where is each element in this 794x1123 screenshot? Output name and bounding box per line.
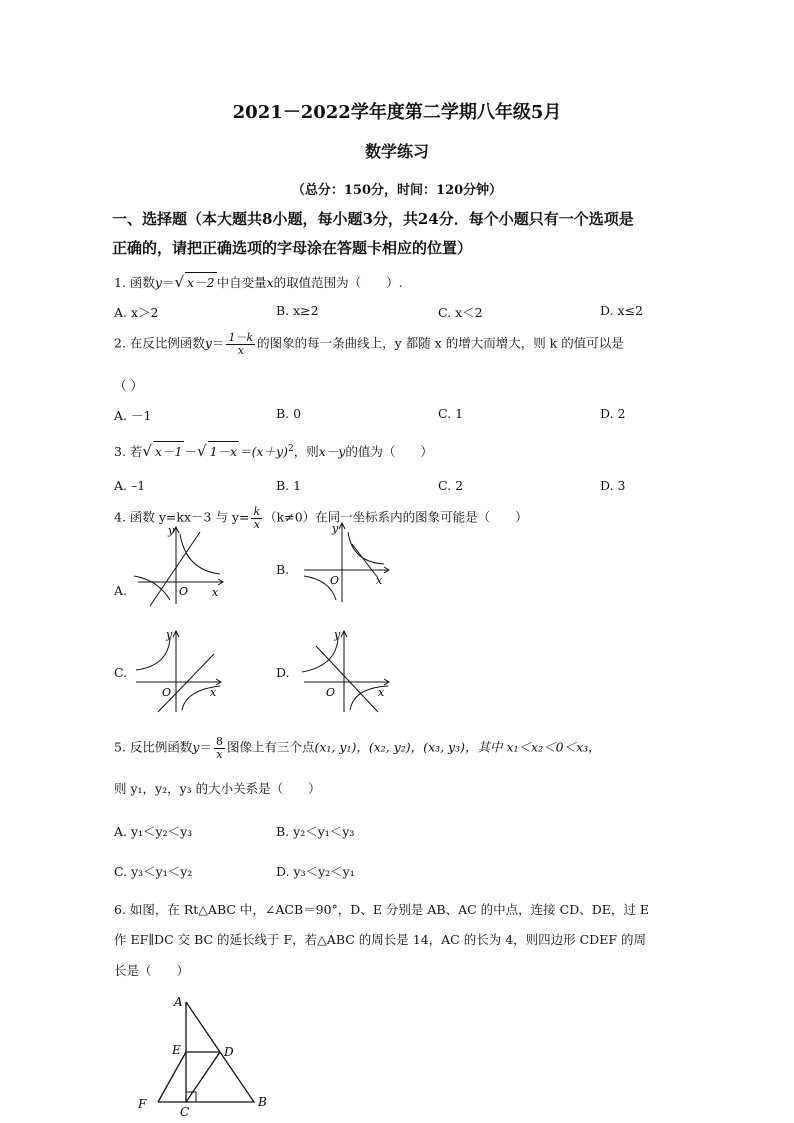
section-heading-line1: 一、选择题（本大题共8小题，每小题3分，共24分．每个小题只有一个选项是 <box>112 210 634 228</box>
axis-label-y: y <box>168 524 175 537</box>
q4-fraction: $\frac{k}{x}$ <box>253 505 261 531</box>
sqrt-symbol: √ <box>142 442 152 460</box>
q5-stem-line2: 则 y₁，y₂，y₃ 的大小关系是（ ） <box>114 781 321 796</box>
origin-label: O <box>162 686 172 699</box>
origin-label: O <box>330 574 340 587</box>
sqrt-symbol: √ <box>197 442 207 460</box>
q5-option-b[interactable]: B. y₂＜y₁＜y₃ <box>276 824 355 839</box>
q2-option-d[interactable]: D. 2 <box>600 406 626 421</box>
q2-stem-line2: （ ） <box>114 378 143 393</box>
axis-label-y: y <box>332 522 339 535</box>
q4-option-c-label[interactable]: C. <box>114 665 128 680</box>
origin-label: O <box>326 686 336 699</box>
q4-option-d-label[interactable]: D. <box>276 665 290 680</box>
q1-stem: 1. 函数y＝√ x－2 中自变量x的取值范围为（ ）. <box>114 273 403 291</box>
line-graph <box>316 646 378 712</box>
exam-meta: （总分：150分，时间：120分钟） <box>291 183 503 198</box>
label-d: D <box>224 1045 234 1059</box>
q2-option-c[interactable]: C. 1 <box>438 406 464 421</box>
sqrt-symbol: √ <box>174 273 185 291</box>
hyperbola-branch <box>136 638 170 670</box>
label-a: A <box>174 995 183 1009</box>
q6-stem-line1: 6. 如图，在 Rt△ABC 中，∠ACB＝90°，D、E 分别是 AB、AC 的中点，连接 CD、DE，过 E <box>114 902 649 917</box>
hyperbola-branch <box>180 534 220 574</box>
exam-title: 2021－2022学年度第二学期八年级5月 <box>232 102 562 123</box>
q1-option-d[interactable]: D. x≤2 <box>600 303 643 318</box>
q1-option-c[interactable]: C. x＜2 <box>438 305 483 320</box>
q3-option-d[interactable]: D. 3 <box>600 478 626 493</box>
line-graph <box>158 654 214 712</box>
q6-stem-line3: 长是（ ） <box>114 963 190 978</box>
q4-graph-b[interactable] <box>296 518 396 604</box>
hyperbola-branch <box>134 576 170 600</box>
q5-option-a[interactable]: A. y₁＜y₂＜y₃ <box>114 824 193 839</box>
exam-subtitle: 数学练习 <box>364 142 429 161</box>
q3-option-b[interactable]: B. 1 <box>276 478 302 493</box>
q4-stem: 4. 函数 y=kx－3 与 y= $\frac{k}{x}$ （k≠0）在同一坐标系内的图象可能是（ ） <box>114 505 528 531</box>
segment-cd <box>186 1052 220 1102</box>
q6-stem-line2: 作 EF∥DC 交 BC 的延长线于 F，若△ABC 的周长是 14，AC 的长为 4，则四边形 CDEF 的周 <box>114 932 646 947</box>
label-f: F <box>138 1097 147 1111</box>
q4-graph-a[interactable] <box>128 522 228 608</box>
q3-option-a[interactable]: A. –1 <box>114 478 146 493</box>
segment-ef <box>158 1052 186 1102</box>
q4-option-a-label[interactable]: A. <box>114 583 128 598</box>
q5-option-c[interactable]: C. y₃＜y₁＜y₂ <box>114 864 193 879</box>
label-c: C <box>180 1105 190 1119</box>
axis-label-x: x <box>212 586 219 599</box>
line-graph <box>150 532 200 606</box>
axis-label-y: y <box>166 628 173 641</box>
axis-label-x: x <box>378 686 385 699</box>
q3-option-c[interactable]: C. 2 <box>438 478 464 493</box>
axis-label-y: y <box>334 628 341 641</box>
label-e: E <box>172 1043 181 1057</box>
q6-triangle-figure <box>130 992 280 1120</box>
axis-label-x: x <box>376 574 383 587</box>
q2-option-a[interactable]: A. －1 <box>114 408 152 423</box>
q2-option-b[interactable]: B. 0 <box>276 406 302 421</box>
q5-option-d[interactable]: D. y₃＜y₂＜y₁ <box>276 864 355 879</box>
section-heading-line2: 正确的，请把正确选项的字母涂在答题卡相应的位置） <box>112 239 473 257</box>
axis-label-x: x <box>210 686 217 699</box>
q5-fraction: $\frac{8}{x}$ <box>215 735 223 761</box>
origin-label: O <box>179 585 189 598</box>
q5-stem: 5. 反比例函数y＝ $\frac{8}{x}$ 图像上有三个点(x₁, y₁)，(x₂, y₂)，(x₃, y₃)，其中 x₁＜x₂＜0＜x₃， <box>114 735 601 761</box>
q1-option-a[interactable]: A. x＞2 <box>114 305 159 320</box>
hyperbola-branch <box>302 638 338 672</box>
q1-option-b[interactable]: B. x≥2 <box>276 303 319 318</box>
line-graph <box>352 544 378 578</box>
hyperbola-branch <box>348 532 384 564</box>
q2-fraction: $\frac{1-k}{x}$ <box>228 331 254 357</box>
q2-stem: 2. 在反比例函数y＝ $\frac{1-k}{x}$ 的图象的每一条曲线上，y 都随 x 的增大而增大，则 k 的值可以是 <box>114 331 624 357</box>
label-b: B <box>258 1095 267 1109</box>
q4-option-b-label[interactable]: B. <box>276 562 290 577</box>
q4-graph-d[interactable] <box>296 626 396 714</box>
q3-stem: 3. 若√ x－1 －√ $1-x =(x+y)^2$，则x－y的值为（ ） <box>114 442 433 460</box>
q4-graph-c[interactable] <box>128 626 228 714</box>
